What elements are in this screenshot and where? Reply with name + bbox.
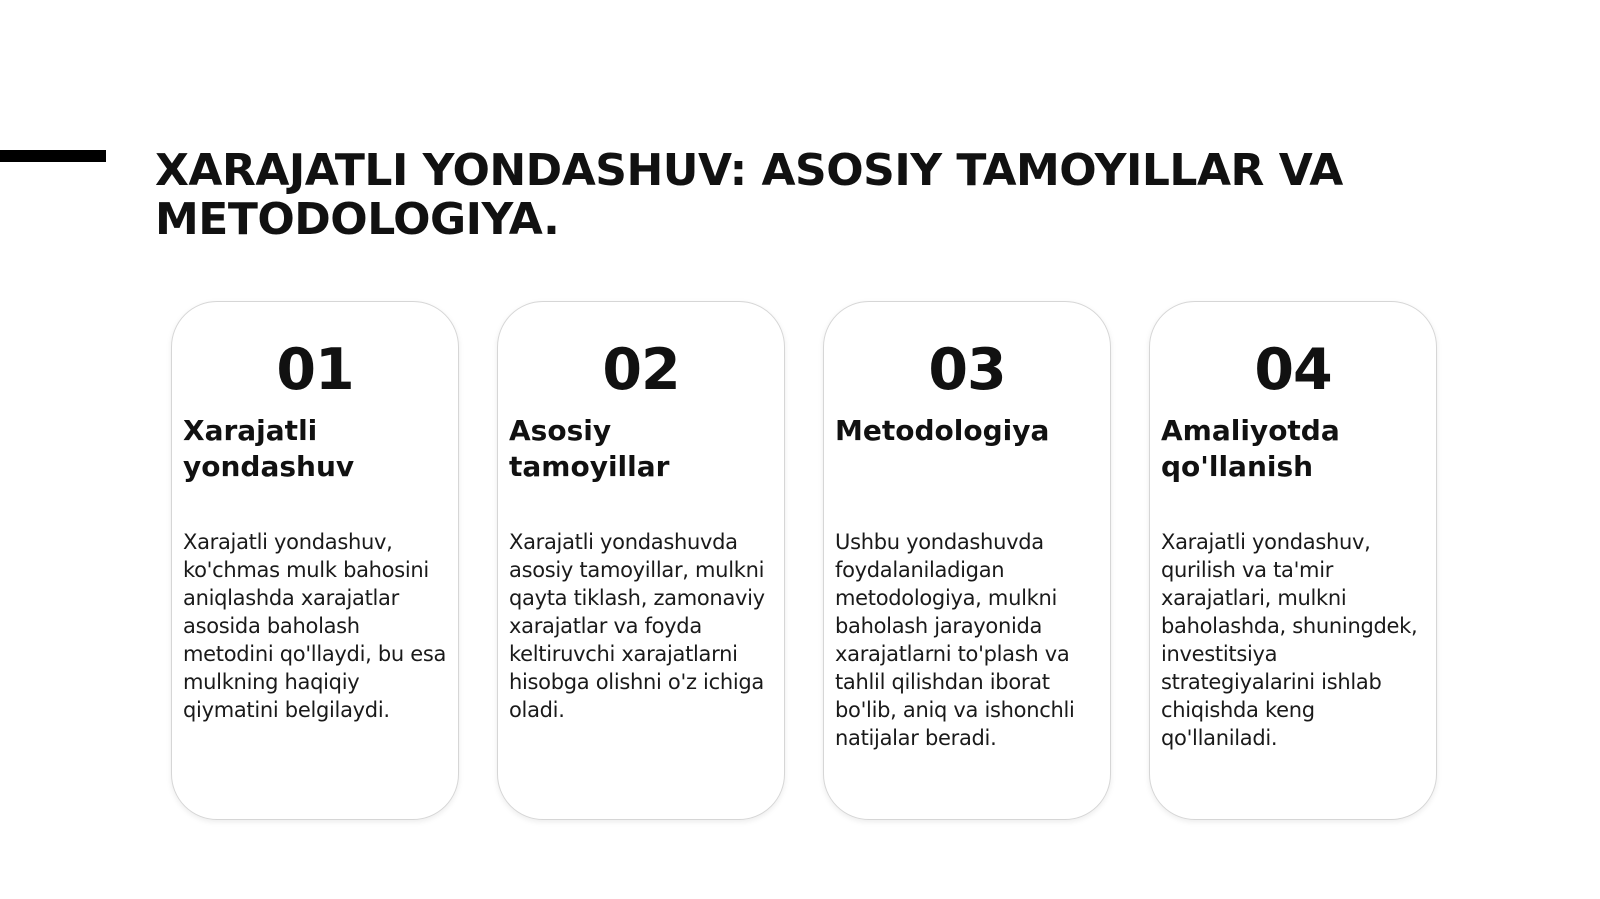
card-number: 04 [1254, 337, 1332, 403]
card-heading: Amaliyotda qo'llanish [1161, 414, 1340, 483]
card-02 [497, 301, 785, 820]
card-body: Xarajatli yondashuv, ko'chmas mulk bahosini aniqlashda xarajatlar asosida baholash metodini qo'llaydi, bu esa mulkning haqiqiy qiymatini belgilaydi. [183, 530, 447, 722]
card-04 [1149, 301, 1437, 820]
slide-title: XARAJATLI YONDASHUV: ASOSIY TAMOYILLAR VA METODOLOGIYA. [155, 145, 1343, 245]
card-heading: Xarajatli yondashuv [183, 414, 355, 483]
card-number: 03 [928, 337, 1006, 403]
card-number: 01 [276, 337, 354, 403]
accent-bar [0, 150, 106, 162]
card-heading: Asosiy tamoyillar [509, 414, 670, 483]
card-body: Xarajatli yondashuvda asosiy tamoyillar, mulkni qayta tiklash, zamonaviy xarajatlar va foyda keltiruvchi xarajatlarni hisobga olishni o'z ichiga oladi. [509, 530, 765, 722]
card-03 [823, 301, 1111, 820]
card-number: 02 [602, 337, 680, 403]
card-body: Ushbu yondashuvda foydalaniladigan metodologiya, mulkni baholash jarayonida xarajatlarni to'plash va tahlil qilishdan iborat bo'lib, aniq va ishonchli natijalar beradi. [835, 530, 1075, 750]
card-body: Xarajatli yondashuv, qurilish va ta'mir xarajatlari, mulkni baholashda, shuningdek, investitsiya strategiyalarini ishlab chiqishda keng qo'llaniladi. [1161, 530, 1418, 750]
card-heading: Metodologiya [835, 414, 1050, 447]
cards-row [171, 301, 1441, 822]
card-01 [171, 301, 459, 820]
